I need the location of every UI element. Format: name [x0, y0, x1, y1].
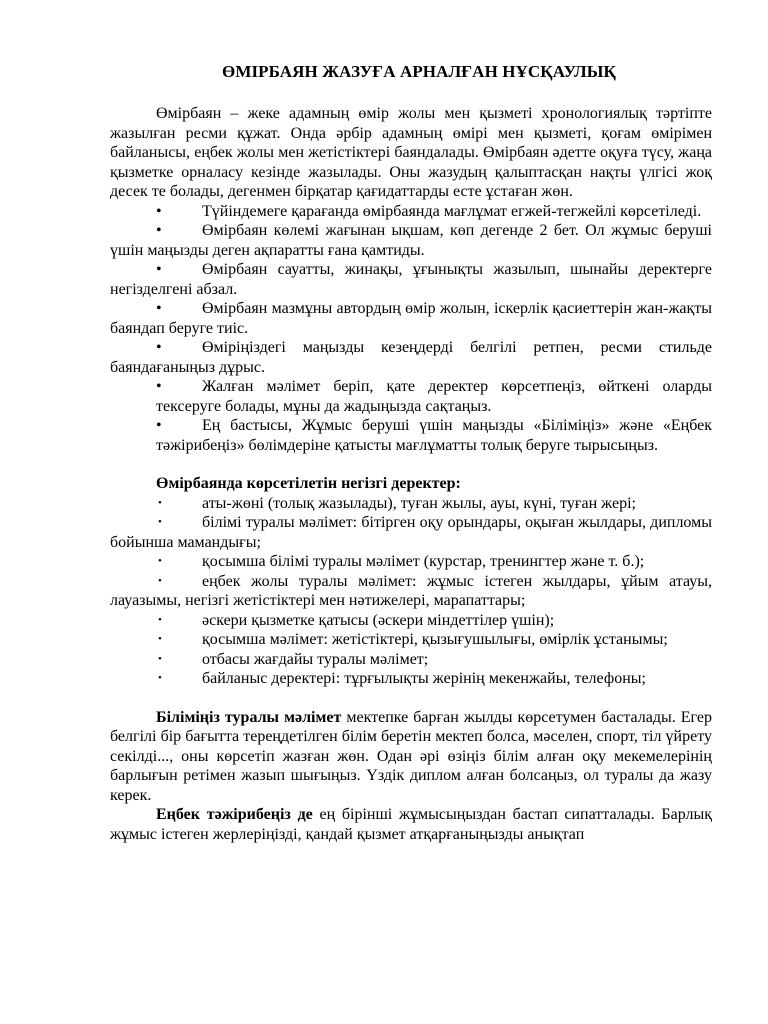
list-item: • Өміріңіздегі маңызды кезеңдерді белгілі ретпен, ресми стильде баяндағаныңыз дұрыс.: [110, 339, 712, 376]
bullet-icon: •: [158, 516, 162, 528]
bullet-icon: •: [158, 672, 162, 684]
bullet-icon: •: [156, 202, 162, 220]
bullet-icon: •: [156, 261, 162, 278]
list-item: • Ең бастысы, Жұмыс беруші үшін маңызды «Біліміңіз» және «Еңбек тәжірибеңіз» бөлімдеріне қатысты мағлұматты толық беруге тырысыңыз.: [156, 417, 712, 454]
bullet-icon: •: [156, 300, 162, 317]
bullet-icon: •: [156, 222, 162, 239]
bullet-icon: •: [156, 378, 162, 395]
list-item: • білімі туралы мәлімет: бітірген оқу орындары, оқыған жылдары, дипломы бойынша мамандығы;: [110, 514, 712, 551]
bullet-icon: •: [158, 613, 162, 626]
list-item: • Өмірбаян көлемі жағынан ықшам, көп дегенде 2 бет. Ол жұмыс беруші үшін маңызды деген ақпаратты ғана қамтиды.: [110, 222, 712, 259]
section-heading: Өмірбаянда көрсетілетін негізгі деректер:: [156, 475, 461, 492]
list-item: • байланыс деректері: тұрғылықты жерінің мекенжайы, телефоны;: [158, 670, 646, 687]
list-item: • отбасы жағдайы туралы мәлімет;: [158, 650, 429, 668]
list-item: • әскери қызметке қатысы (әскери міндеттілер үшін);: [158, 611, 555, 629]
data-list: [110, 494, 712, 689]
list-item: • қосымша білімі туралы мәлімет (курстар, тренингтер және т. б.);: [158, 553, 645, 570]
list-item: • қосымша мәлімет: жетістіктері, қызығушылығы, өмірлік ұстанымы;: [158, 631, 668, 648]
bullet-icon: •: [158, 633, 162, 645]
document-title: ӨМІРБАЯН ЖАЗУҒА АРНАЛҒАН НҰСҚАУЛЫҚ: [222, 62, 616, 81]
list-item: • Өмірбаян мазмұны автордың өмір жолын, іскерлік қасиеттерін жан-жақты баяндап беруге тиіс.: [110, 300, 712, 337]
list-item: • еңбек жолы туралы мәлімет: жұмыс істеген жылдары, ұйым атауы, лауазымы, негізгі жетістіктері мен нәтижелері, марапаттары;: [110, 572, 712, 609]
bullet-icon: •: [158, 496, 162, 509]
bullet-icon: •: [156, 417, 162, 434]
list-item: • аты-жөні (толық жазылады), туған жылы, ауы, күні, туған жері;: [158, 494, 636, 512]
bullet-icon: •: [156, 339, 162, 356]
education-lead: Біліміңіз туралы мәлімет: [156, 708, 342, 726]
list-item: • Өмірбаян сауатты, жинақы, ұғынықты жазылып, шынайы деректерге негізделгені абзал.: [110, 261, 712, 298]
bullet-icon: •: [158, 555, 162, 567]
rules-list: [110, 202, 712, 456]
experience-lead: Еңбек тәжірибеңіз де: [156, 806, 313, 823]
bullet-icon: •: [158, 574, 162, 587]
intro-paragraph: Өмірбаян – жеке адамның өмір жолы мен қызметі хронологиялық тәртіпте жазылған ресми құжат. Онда әрбір адамның өмірі мен қызметі, қоғам өмірімен байланысы, еңбек жолы мен жетістіктері баяндалады. Өмірбаян әдетте оқуға түсу, жаңа қызметке орналасу кезінде жазылады. Оны жазудың қалыптасқан нақты үлгісі жоқ десек те болады, дегенмен бірқатар қағидаттарды есте ұстаған жөн.: [110, 105, 712, 200]
experience-paragraph: Еңбек тәжірибеңіз де ең бірінші жұмысыңыздан бастап сипатталады. Барлық жұмыс істеген жерлеріңізді, қандай қызмет атқарғаныңызды анықтап: [110, 806, 712, 843]
list-item: • Түйіндемеге қарағанда өмірбаянда мағлұмат егжей-тегжейлі көрсетіледі.: [156, 202, 702, 220]
education-paragraph: Біліміңіз туралы мәлімет мектепке барған жылды көрсетумен басталады. Егер белгілі бір бағытта тереңдетілген білім беретін мектеп болса, мәселен, спорт, тіл үйрету секілді..., оны көрсетіп жазған жөн. Одан әрі өзіңіз білім алған оқу мекемелерінің барлығын ретімен жазып шығыңыз. Үздік диплом алған болсаңыз, ол туралы да жазу керек.: [110, 708, 712, 804]
bullet-icon: •: [158, 652, 162, 665]
list-item: • Жалған мәлімет беріп, қате деректер көрсетпеңіз, өйткені оларды тексеруге болады, мұны да жадыңызда сақтаңыз.: [156, 378, 712, 415]
